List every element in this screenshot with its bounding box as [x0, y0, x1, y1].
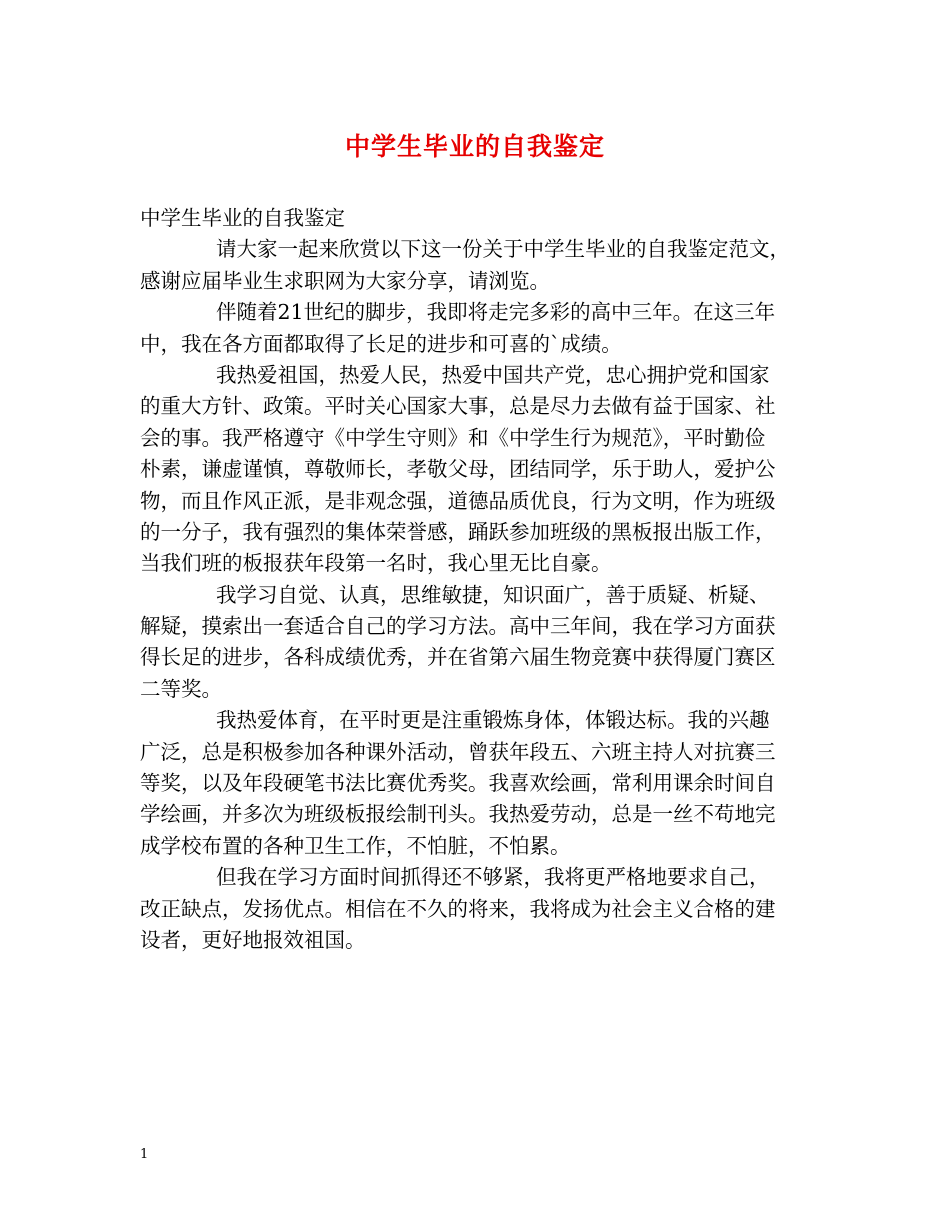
text-line: 我热爱体育，在平时更是注重锻炼身体，体锻达标。我的兴趣 — [216, 708, 770, 733]
text-line: 解疑，摸索出一套适合自己的学习方法。高中三年间，我在学习方面获 — [140, 614, 776, 639]
text-line: 的一分子，我有强烈的集体荣誉感，踊跃参加班级的黑板报出版工作， — [140, 519, 776, 544]
text-line: 二等奖。 — [140, 676, 222, 701]
document-body — [140, 203, 830, 956]
text-line: 设者，更好地报效祖国。 — [140, 927, 366, 952]
text-line: 当我们班的板报获年段第一名时，我心里无比自豪。 — [140, 551, 612, 576]
text-line: 中，我在各方面都取得了长足的进步和可喜的`成绩。 — [140, 331, 622, 356]
text-line: 伴随着21世纪的脚步，我即将走完多彩的高中三年。在这三年 — [216, 300, 776, 325]
text-line: 会的事。我严格遵守《中学生守则》和《中学生行为规范》，平时勤俭 — [140, 425, 766, 450]
text-line: 请大家一起来欣赏以下这一份关于中学生毕业的自我鉴定范文， — [216, 237, 790, 262]
body-lines — [140, 234, 830, 956]
text-line: 改正缺点，发扬优点。相信在不久的将来，我将成为社会主义合格的建 — [140, 896, 776, 921]
text-line: 的重大方针、政策。平时关心国家大事，总是尽力去做有益于国家、社 — [140, 394, 776, 419]
page-number: 1 — [140, 1147, 149, 1162]
text-line: 学绘画，并多次为班级板报绘制刊头。我热爱劳动，总是一丝不苟地完 — [140, 802, 776, 827]
text-line: 物，而且作风正派，是非观念强，道德品质优良，行为文明，作为班级 — [140, 488, 776, 513]
text-line: 感谢应届毕业生求职网为大家分享，请浏览。 — [140, 268, 550, 293]
text-line: 我热爱祖国，热爱人民，热爱中国共产党，忠心拥护党和国家 — [216, 362, 770, 387]
document-subtitle: 中学生毕业的自我鉴定 — [140, 206, 345, 230]
text-line: 得长足的进步，各科成绩优秀，并在省第六届生物竞赛中获得厦门赛区 — [140, 645, 776, 670]
document-title: 中学生毕业的自我鉴定 — [344, 132, 605, 161]
text-line: 我学习自觉、认真，思维敏捷，知识面广，善于质疑、析疑、 — [216, 582, 770, 607]
text-line: 成学校布置的各种卫生工作，不怕脏，不怕累。 — [140, 833, 571, 858]
text-line: 朴素，谦虚谨慎，尊敬师长，孝敬父母，团结同学，乐于助人，爱护公 — [140, 457, 776, 482]
text-line: 广泛，总是积极参加各种课外活动，曾获年段五、六班主持人对抗赛三 — [140, 739, 776, 764]
text-line: 但我在学习方面时间抓得还不够紧，我将更严格地要求自己， — [216, 865, 770, 890]
text-line: 等奖，以及年段硬笔书法比赛优秀奖。我喜欢绘画，常利用课余时间自 — [140, 771, 776, 796]
